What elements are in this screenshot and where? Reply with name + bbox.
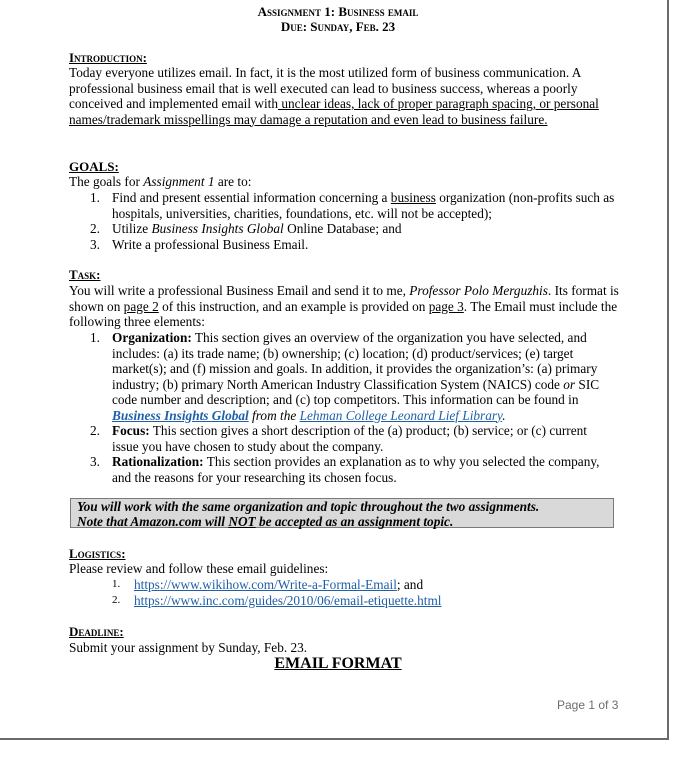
business-insights-link[interactable]: Business Insights Global: [112, 407, 249, 423]
logistics-heading: Logistics:: [69, 546, 126, 561]
notice-line-2: Note that Amazon.com will NOT be accepted as an assignment topic.: [77, 513, 454, 529]
goals-intro: The goals for Assignment 1 are to:: [69, 174, 252, 189]
deadline-heading: Deadline:: [69, 624, 124, 639]
notice-box: [70, 498, 614, 528]
guideline-item: 1. https://www.wikihow.com/Write-a-Formal-Email; and: [112, 577, 424, 592]
assignment-title: Assignment 1: Business email: [257, 4, 419, 19]
goal-item: 1. Find and present essential information concerning a business organization (non-profits such as hospitals, universities, charities, foundations, etc. will not be accepted);: [90, 190, 615, 221]
task-list: [90, 330, 615, 485]
goal-item: 3. Write a professional Business Email.: [90, 236, 309, 252]
task-intro: You will write a professional Business Email and send it to me, Professor Polo Merguzhis. Its format is shown on page 2 of this instruction, and an example is provided on page 3. The Email must include the following three elements:: [69, 283, 619, 329]
due-date: Due: Sunday, Feb. 23: [280, 19, 396, 34]
library-link[interactable]: Lehman College Leonard Lief Library: [299, 407, 503, 423]
goal-item: 2. Utilize Business Insights Global Online Database; and: [90, 221, 402, 236]
goals-list: [90, 190, 615, 252]
email-format-title: EMAIL FORMAT: [274, 655, 402, 672]
notice-line-1: You will work with the same organization and topic throughout the two assignments.: [77, 499, 540, 514]
introduction-text: Today everyone utilizes email. In fact, it is the most utilized form of business communication. A professional business email that is well executed can lead to business success, whereas a poorly conceived and implemented email with unclear ideas, lack of proper paragraph spacing, or personal names/trademark misspellings may damage a reputation and even lead to business failure.: [69, 65, 599, 127]
deadline-text: Submit your assignment by Sunday, Feb. 23.: [69, 640, 308, 655]
inc-link[interactable]: https://www.inc.com/guides/2010/06/email-etiquette.html: [134, 592, 442, 608]
goals-heading: GOALS:: [69, 159, 119, 174]
introduction-heading: Introduction:: [69, 50, 147, 65]
guideline-item: 2. https://www.inc.com/guides/2010/06/email-etiquette.html: [112, 592, 442, 608]
logistics-intro: Please review and follow these email guidelines:: [69, 561, 329, 576]
task-heading: Task:: [69, 267, 101, 282]
task-item: 2. Focus: This section gives a short description of the (a) product; (b) service; or (c) current issue you have chosen to study about the company.: [90, 423, 587, 454]
wikihow-link[interactable]: https://www.wikihow.com/Write-a-Formal-Email: [134, 577, 397, 592]
page-number: Page 1 of 3: [557, 698, 619, 712]
task-item: 1. Organization: This section gives an overview of the organization you have selected, and includes: (a) its trade name; (b) ownership; (c) location; (d) product/services; (e) target market(s); and (f) mission and goals. In addition, it provides the organization’s: (a) primary industry; (b) primary North American Industry Classification System (NAICS) code or SIC code number and description; and (c) top competitors. This information can be found in Business Insights Global from the Lehman College Leonard Lief Library.: [90, 330, 600, 423]
logistics-list: [112, 577, 592, 608]
task-item: 3. Rationalization: This section provides an explanation as to why you selected the company, and the reasons for your researching its chosen focus.: [90, 454, 600, 485]
